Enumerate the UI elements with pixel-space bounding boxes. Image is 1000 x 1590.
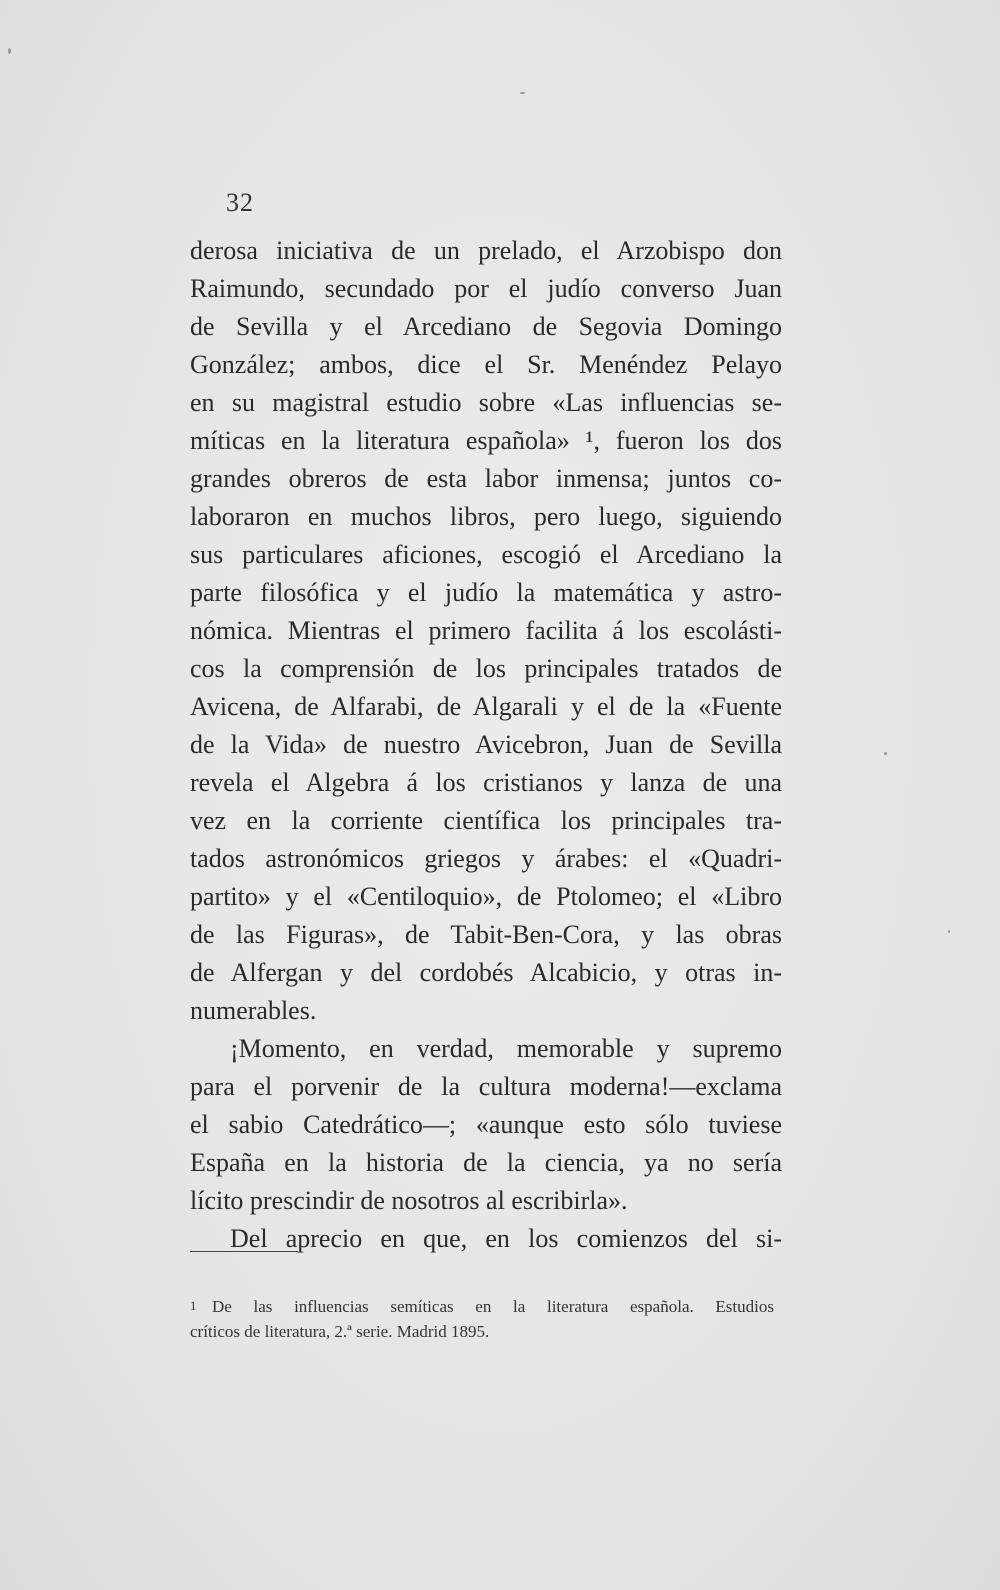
text-line: Avicena, de Alfarabi, de Algarali y el de la «Fuente [190, 692, 782, 721]
footnote-line: críticos de literatura, 2.ª serie. Madrid 1895. [190, 1322, 490, 1341]
body-text [190, 232, 782, 1258]
footnote [190, 1293, 774, 1345]
text-line: de Alfergan y del cordobés Alcabicio, y otras in- [190, 958, 782, 987]
text-line: nómica. Mientras el primero facilita á los escolásti- [190, 616, 782, 645]
text-line: de la Vida» de nuestro Avicebron, Juan de Sevilla [190, 730, 782, 759]
text-line: grandes obreros de esta labor inmensa; juntos co- [190, 464, 782, 493]
text-line: míticas en la literatura española» ¹, fueron los dos [190, 426, 782, 455]
footnote-rule [190, 1251, 298, 1252]
footnote-text: De las influencias semíticas en la literatura española. Estudios [212, 1297, 774, 1316]
text-line: lícito prescindir de nosotros al escribirla». [190, 1186, 628, 1215]
text-line: numerables. [190, 996, 317, 1025]
text-line: González; ambos, dice el Sr. Menéndez Pelayo [190, 350, 782, 379]
text-line: en su magistral estudio sobre «Las influencias se- [190, 388, 782, 417]
text-line: España en la historia de la ciencia, ya no sería [190, 1148, 782, 1177]
text-line: ¡Momento, en verdad, memorable y supremo [230, 1034, 782, 1063]
paper-speck [520, 92, 525, 94]
text-line: de Sevilla y el Arcediano de Segovia Domingo [190, 312, 782, 341]
text-line: Raimundo, secundado por el judío converso Juan [190, 274, 782, 303]
text-line: partito» y el «Centiloquio», de Ptolomeo; el «Libro [190, 882, 782, 911]
text-line: para el porvenir de la cultura moderna!—exclama [190, 1072, 782, 1101]
text-line: de las Figuras», de Tabit-Ben-Cora, y las obras [190, 920, 782, 949]
text-line: derosa iniciativa de un prelado, el Arzobispo don [190, 236, 782, 265]
footnote-marker: 1 [190, 1298, 197, 1313]
footnote-line [190, 1293, 774, 1319]
paper-speck [948, 930, 950, 933]
text-line: el sabio Catedrático—; «aunque esto sólo tuviese [190, 1110, 782, 1139]
text-line: Del aprecio en que, en los comienzos del si- [230, 1224, 782, 1253]
text-line: cos la comprensión de los principales tratados de [190, 654, 782, 683]
text-line: laboraron en muchos libros, pero luego, siguiendo [190, 502, 782, 531]
text-line: sus particulares aficiones, escogió el Arcediano la [190, 540, 782, 569]
text-line: revela el Algebra á los cristianos y lanza de una [190, 768, 782, 797]
text-line: parte filosófica y el judío la matemática y astro- [190, 578, 782, 607]
text-line: vez en la corriente científica los principales tra- [190, 806, 782, 835]
page-number: 32 [226, 188, 254, 217]
paper-speck [8, 48, 11, 54]
paper-speck [884, 752, 887, 755]
text-line: tados astronómicos griegos y árabes: el «Quadri- [190, 844, 782, 873]
